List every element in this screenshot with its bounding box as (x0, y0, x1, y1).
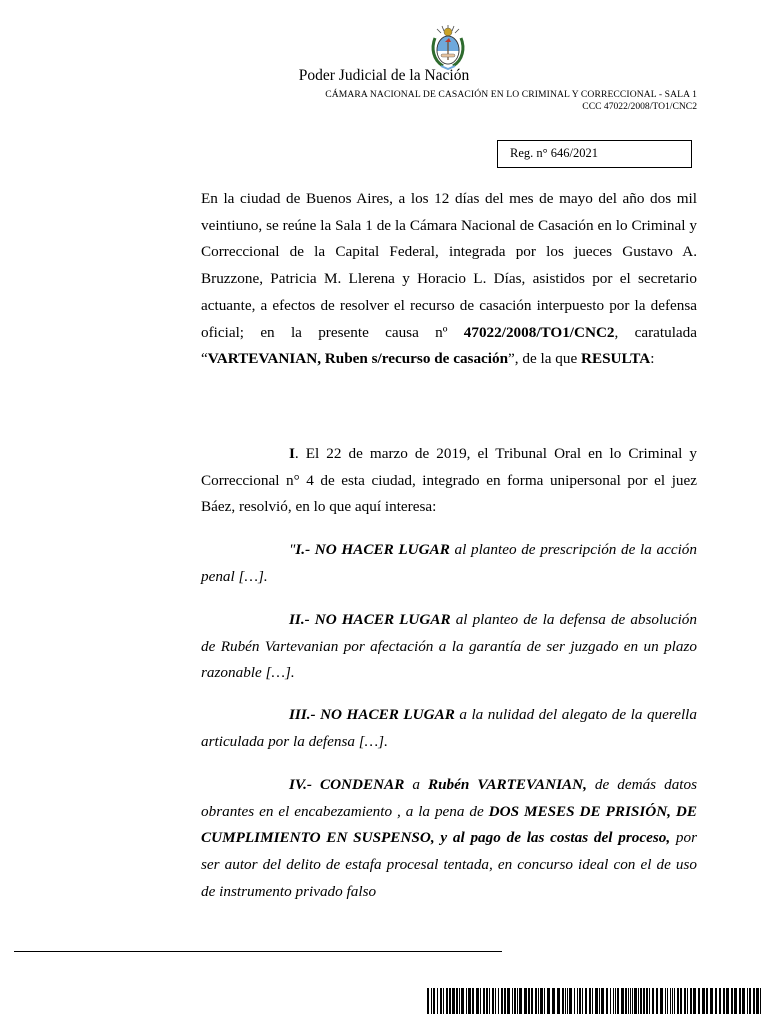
resulta-heading: RESULTA (581, 350, 651, 368)
quote-item-two (201, 607, 697, 687)
court-name: Poder Judicial de la Nación (298, 67, 470, 84)
quote-one-heading: I.- NO HACER LUGAR (295, 541, 450, 558)
quote-item-one (201, 537, 697, 590)
registry-number-box (497, 140, 692, 168)
section-one-paragraph (201, 441, 697, 521)
quote-one-text: al planteo de prescripción de la acción penal […]. (201, 541, 697, 585)
intro-paragraph (201, 186, 697, 373)
quote-four-text-2: de demás datos obrantes en el encabezamiento , a la pena de (201, 776, 698, 820)
section-numeral: I (289, 445, 295, 462)
quote-four-text-3: por ser autor del delito de estafa procesal tentada, en concurso ideal con el de uso de instrumento privado falso (201, 829, 697, 900)
intro-text-4: : (650, 350, 655, 368)
quote-three-text: a la nulidad del alegato de la querella articulada por la defensa […]. (201, 706, 697, 750)
quote-four-text-1: a (404, 776, 428, 793)
case-caption: VARTEVANIAN, Ruben s/recurso de casación (207, 350, 509, 368)
barcode-icon (427, 988, 765, 1014)
sentence-text: DOS MESES DE PRISIÓN, DE CUMPLIMIENTO EN SUSPENSO, y al pago de las costas del proceso, (201, 802, 697, 847)
quote-item-four (201, 772, 697, 906)
intro-text-1: En la ciudad de Buenos Aires, a los 12 días del mes de mayo del año dos mil veintiuno, se reúne la Sala 1 de la Cámara Nacional de Casación en lo Criminal y Correccional de la Capital Federal, integrada por los jueces Gustavo A. Bruzzone, Patricia M. Llerena y Horacio L. Días, asistidos por el secretario actuante, a efectos de resolver el recurso de casación interpuesto por la defensa oficial; en la presente causa nº (201, 190, 697, 341)
quote-two-heading: II.- NO HACER LUGAR (289, 611, 451, 628)
intro-text-3: ”, de la que (508, 350, 581, 368)
argentina-coat-of-arms-icon (429, 24, 467, 70)
quote-item-three (201, 702, 697, 755)
intro-text-2: , caratulada “ (201, 323, 698, 368)
registry-number: Reg. n° 646/2021 (510, 146, 598, 160)
quote-three-heading: III.- NO HACER LUGAR (289, 706, 455, 723)
chamber-name: CÁMARA NACIONAL DE CASACIÓN EN LO CRIMINAL Y CORRECCIONAL - SALA 1 (325, 89, 697, 100)
footnote-divider (14, 951, 502, 952)
section-one-text: . El 22 de marzo de 2019, el Tribunal Oral en lo Criminal y Correccional n° 4 de esta ciudad, integrado en forma unipersonal por el juez Báez, resolvió, en lo que aquí interesa: (201, 445, 697, 516)
defendant-name: Rubén VARTEVANIAN, (427, 776, 587, 793)
case-code: CCC 47022/2008/TO1/CNC2 (582, 101, 697, 112)
quote-open-mark: " (289, 541, 296, 558)
case-number: 47022/2008/TO1/CNC2 (463, 323, 615, 341)
quote-four-heading: IV.- CONDENAR (289, 776, 405, 793)
quote-two-text: al planteo de la defensa de absolución de Rubén Vartevanian por afectación a la garantía de ser juzgado en un plazo razonable […]. (201, 611, 697, 682)
